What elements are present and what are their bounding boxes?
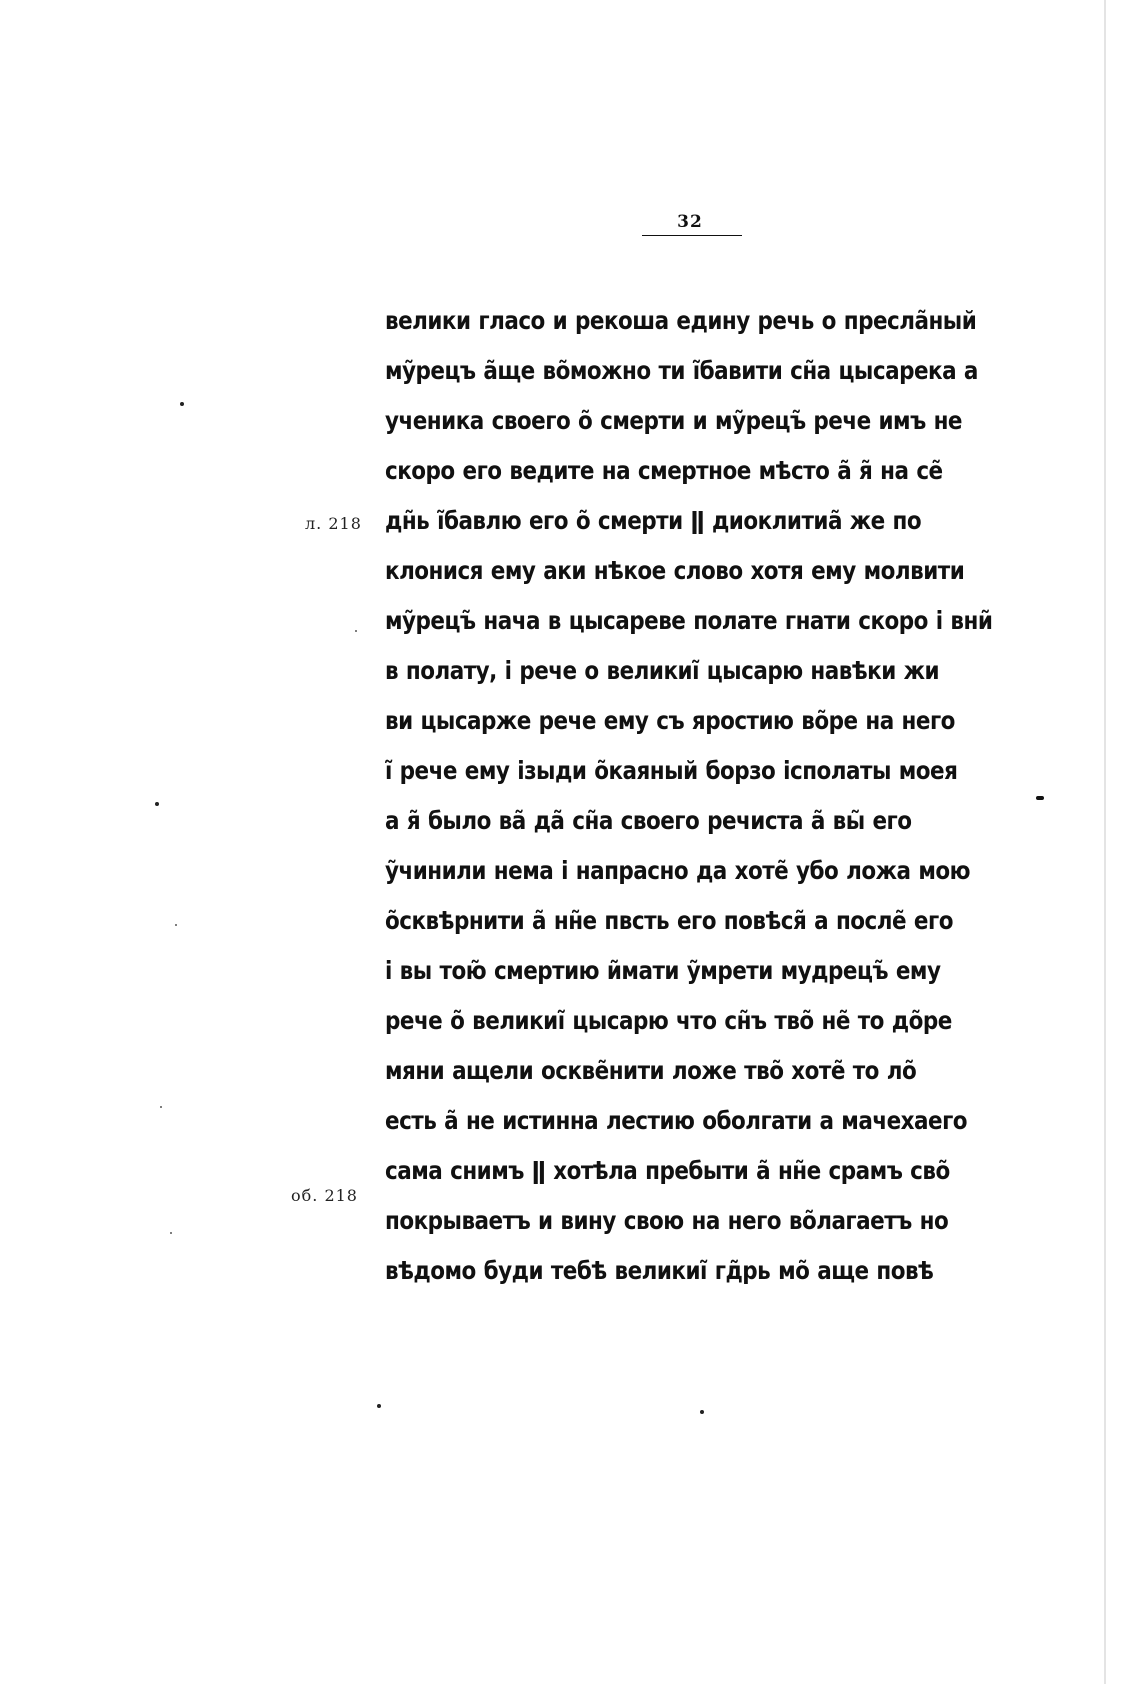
text-line: а я̃ было ва̃ да̃ сн̃а своего речиста а̃ вы̃ его	[385, 806, 912, 835]
scan-speck	[155, 802, 159, 806]
scan-speck	[170, 1232, 172, 1234]
scan-speck	[175, 924, 177, 926]
scan-speck	[355, 630, 357, 632]
text-line: у̃чинили нема і напрасно да хоте̃ убо ложа мою	[385, 856, 971, 885]
page-edge	[1104, 0, 1106, 1684]
text-line: в полату, і рече о великиі̃ цысарю навѣки жи	[385, 656, 940, 685]
text-line: ви цысарже рече ему съ яростию во̃ре на него	[385, 706, 955, 735]
text-line: рече о̃ великиі̃ цысарю что сн̃ъ тво̃ не̃ то до̃ре	[385, 1006, 952, 1035]
page-number-rule	[642, 235, 742, 236]
page-number: 32	[677, 212, 703, 232]
text-line: дн̃ь і̃бавлю его о̃ смерти ǁ диоклитиа̃ же по	[385, 506, 922, 535]
text-line: і вы тою̃ смертию и̃мати у̃мрети мудрецъ̃ ему	[385, 956, 941, 985]
text-line: клонися ему аки нѣкое слово хотя ему молвити	[385, 556, 965, 585]
text-line: о̃сквѣрнити а̃ нн̃е пвсть его повѣся̃ а после̃ его	[385, 906, 953, 935]
text-line: і̃ рече ему ізыди о̃каяный борзо ісполаты моея	[385, 756, 958, 785]
scan-speck	[180, 402, 184, 406]
text-line: му̃рецъ а̃ще во̃можно ти і̃бавити сн̃а цысарека а	[385, 356, 978, 385]
text-line: скоро его ведите на смертное мѣсто а̃ я̃ на се̃	[385, 456, 943, 485]
text-line: вѣдомо буди тебѣ великиі̃ гд̃рь мо̃ аще повѣ	[385, 1256, 934, 1285]
text-line: велики гласо и рекоша едину речь о пресла̃ный	[385, 306, 977, 335]
text-line: есть а̃ не истинна лестию оболгати а мачехаего	[385, 1106, 968, 1135]
scan-speck	[377, 1404, 381, 1408]
text-line: покрываетъ и вину свою на него во̃лагаетъ но	[385, 1206, 949, 1235]
text-line: ученика своего о̃ смерти и му̃рецъ̃ рече имъ не	[385, 406, 962, 435]
scan-speck	[1036, 796, 1044, 800]
folio-note-218: л. 218	[305, 514, 362, 533]
main-text	[385, 296, 1010, 1296]
scan-speck	[160, 1106, 162, 1108]
text-line: мяни ащели оскве̃нити ложе тво̃ хоте̃ то ло̃	[385, 1056, 917, 1085]
folio-note-218-verso: об. 218	[291, 1186, 358, 1205]
text-line: сама снимъ ǁ хотѣла пребыти а̃ нн̃е срамъ сво̃	[385, 1156, 950, 1185]
text-line: му̃рецъ̃ нача в цысареве полате гнати скоро і вни̃	[385, 606, 993, 635]
scan-speck	[700, 1410, 704, 1414]
